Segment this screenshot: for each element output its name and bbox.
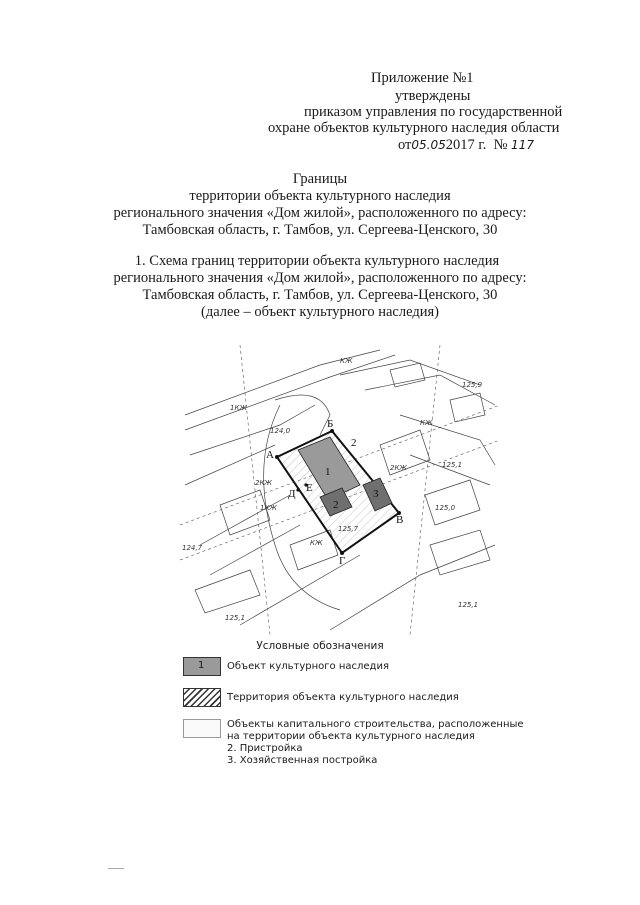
legend-label-territory: Территория объекта культурного наследия — [227, 692, 459, 703]
header-order-line1: приказом управления по государственной — [304, 104, 563, 120]
scan-mark — [108, 868, 124, 869]
elevation-label: 125,7 — [338, 525, 359, 533]
number-sign: № — [493, 137, 508, 153]
legend-label-heritage: Объект культурного наследия — [227, 661, 389, 672]
point-label-b: Б — [327, 418, 334, 430]
point-label-a: А — [266, 449, 274, 461]
handwritten-date: 05.05 — [411, 138, 446, 152]
building-mark: КЖ — [420, 419, 433, 427]
section1-line4: (далее – объект культурного наследия) — [200, 304, 439, 320]
legend-swatch-number: 1 — [198, 660, 205, 671]
elevation-label: 124,7 — [182, 544, 203, 552]
legend-label-capital-1: Объекты капитального строительства, расположенные — [227, 719, 524, 730]
object-number-3: 3 — [373, 488, 379, 500]
building-mark: 1КЖ — [230, 404, 247, 412]
title-line3: регионального значения «Дом жилой», расположенного по адресу: — [113, 205, 527, 221]
legend-label-annex: 2. Пристройка — [227, 743, 303, 754]
building-mark: 1КЖ — [260, 504, 277, 512]
elevation-label: 125,0 — [435, 504, 456, 512]
point-label-v: В — [396, 514, 404, 526]
building-mark: 2КЖ — [390, 464, 407, 472]
elevation-label: 125,1 — [458, 601, 479, 609]
title-line2: территории объекта культурного наследия — [189, 188, 451, 204]
header-appendix: Приложение №1 — [371, 70, 474, 86]
title-line1: Границы — [292, 171, 348, 187]
point-label-g: Г — [339, 555, 346, 567]
elevation-label: 125,1 — [442, 461, 463, 469]
section1-line1: 1. Схема границ территории объекта культурного наследия — [134, 253, 500, 269]
object-number-2: 2 — [333, 499, 339, 511]
legend-title: Условные обозначения — [256, 640, 384, 652]
building-mark: КЖ — [310, 539, 323, 547]
point-label-d: Д — [288, 488, 296, 500]
object-number-2-outside: 2 — [351, 437, 357, 449]
section1-line3: Тамбовская область, г. Тамбов, ул. Сергеева-Ценского, 30 — [142, 287, 498, 303]
building-mark: 2КЖ — [255, 479, 272, 487]
date-year: 2017 г. — [445, 137, 487, 153]
object-number-1: 1 — [325, 466, 331, 478]
legend-swatch-heritage — [183, 657, 221, 676]
elevation-label: 124,0 — [270, 427, 291, 435]
elevation-label: 125,9 — [462, 381, 483, 389]
header-order-line2: охране объектов культурного наследия области — [268, 120, 560, 136]
legend-swatch-territory — [183, 688, 221, 707]
elevation-label: 125,1 — [225, 614, 246, 622]
handwritten-number: 117 — [511, 138, 534, 152]
section1-line2: регионального значения «Дом жилой», расположенного по адресу: — [113, 270, 527, 286]
legend-swatch-capital-objects — [183, 719, 221, 738]
header-date-line — [398, 137, 534, 153]
title-line4: Тамбовская область, г. Тамбов, ул. Сергеева-Ценского, 30 — [142, 222, 498, 238]
date-prefix: от — [398, 137, 412, 153]
header-approved: утверждены — [395, 88, 471, 104]
boundary-scheme-map — [180, 345, 500, 635]
building-mark: КЖ — [340, 357, 353, 365]
point-label-e: Е — [306, 482, 313, 494]
legend-label-outbuilding: 3. Хозяйственная постройка — [227, 755, 378, 766]
legend-label-capital-2: на территории объекта культурного наследия — [227, 731, 475, 742]
